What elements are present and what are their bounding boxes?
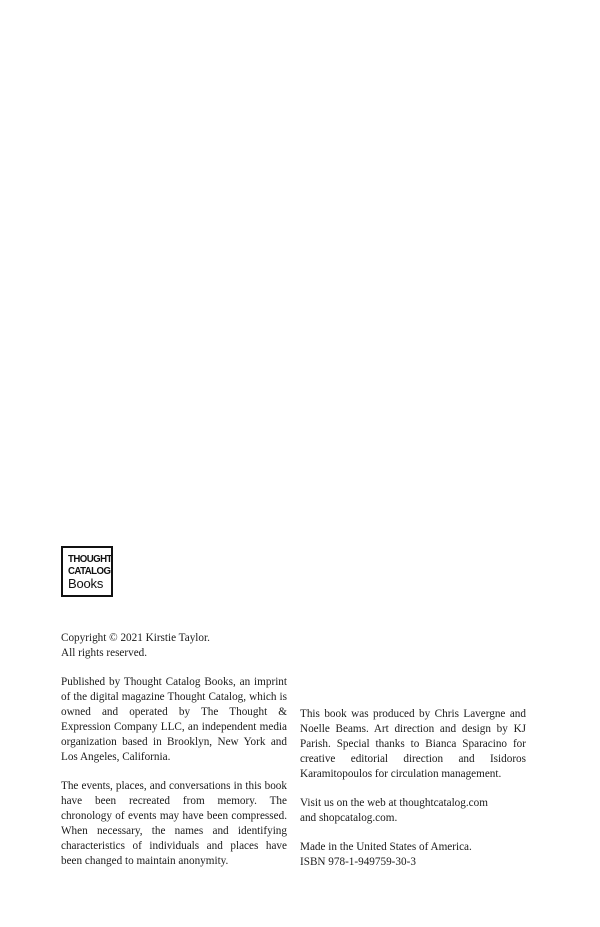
origin-paragraph: [300, 840, 526, 870]
logo-line-books: Books: [68, 576, 104, 591]
made-in-line: Made in the United States of America.: [300, 841, 472, 853]
shop-line: and shopcatalog.com.: [300, 812, 398, 824]
logo-line-catalog: CATALOG: [68, 565, 111, 577]
publisher-paragraph: Published by Thought Catalog Books, an imprint of the digital magazine Thought Catalog, which is owned and operated by The Thought & Expression Company LLC, an independent media organization based in Brooklyn, New York and Los Angeles, California.: [61, 676, 287, 763]
right-column: [300, 707, 526, 870]
website-paragraph: [300, 796, 526, 826]
copyright-line: Copyright © 2021 Kirstie Taylor.: [61, 632, 210, 644]
left-column: [61, 631, 287, 869]
isbn-line: ISBN 978-1-949759-30-3: [300, 856, 416, 868]
website-line: Visit us on the web at thoughtcatalog.com: [300, 797, 488, 809]
thought-catalog-books-logo: [61, 546, 113, 597]
copyright-notice: [61, 631, 287, 661]
disclaimer-paragraph: The events, places, and conversations in this book have been recreated from memory. The chronology of events may have been compressed. When necessary, the names and identifying characteristics of individuals and places have been changed to maintain anonymity.: [61, 780, 287, 867]
credits-paragraph: This book was produced by Chris Lavergne and Noelle Beams. Art direction and design by KJ Parish. Special thanks to Bianca Sparacino for creative editorial direction and Isidoros Karamitopoulos for circulation management.: [300, 708, 526, 780]
rights-line: All rights reserved.: [61, 647, 148, 659]
logo-line-thought: THOUGHT: [68, 553, 112, 565]
